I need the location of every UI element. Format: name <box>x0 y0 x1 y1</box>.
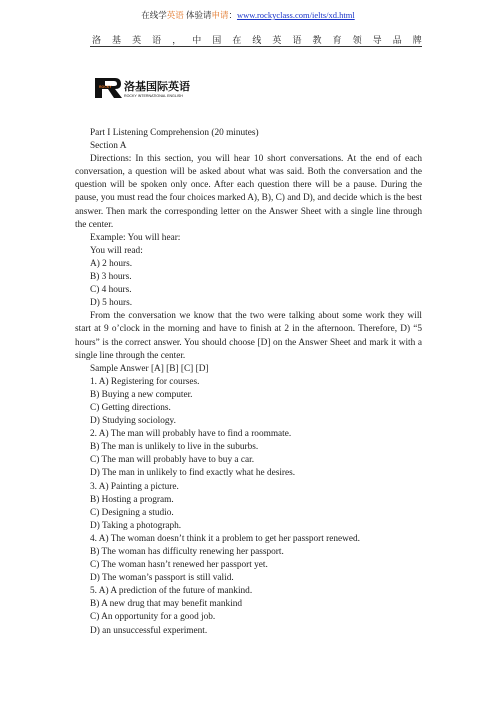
header-middle: 体验请 <box>183 10 212 20</box>
tagline-char: 语 <box>152 35 162 45</box>
question-list <box>75 376 422 638</box>
tagline-char: 英 <box>272 35 282 45</box>
brand-logo <box>95 77 190 99</box>
tagline-char: 品 <box>392 35 402 45</box>
question-option: B) The man is unlikely to live in the suburbs. <box>90 442 259 453</box>
tagline-char: 洛 <box>92 35 102 45</box>
header-colon: ： <box>228 10 237 20</box>
example-option: C) 4 hours. <box>90 285 132 296</box>
header-link[interactable]: www.rockyclass.com/ielts/xd.html <box>236 10 355 20</box>
sample-answer: Sample Answer [A] [B] [C] [D] <box>90 363 209 374</box>
question-option: 3. A) Painting a picture. <box>90 481 179 492</box>
question-option: D) Taking a photograph. <box>90 520 182 531</box>
tagline-char: 线 <box>252 35 262 45</box>
logo-text: 洛基国际英语 <box>124 80 190 93</box>
question-option: 1. A) Registering for courses. <box>90 376 200 387</box>
header-divider <box>90 46 422 47</box>
question-option: D) an unsuccessful experiment. <box>90 625 208 636</box>
question-option: C) The man will probably have to buy a car. <box>90 455 255 466</box>
question-option: B) Hosting a program. <box>90 494 174 505</box>
example-label: Example: You will hear: <box>90 232 181 243</box>
part-title: Part I Listening Comprehension (20 minutes) <box>90 128 259 138</box>
question-item <box>75 376 422 428</box>
question-option: 4. A) The woman doesn’t think it a problem to get her passport renewed. <box>90 533 360 544</box>
tagline-char: 牌 <box>412 35 422 45</box>
tagline-char: 英 <box>132 35 142 45</box>
question-option: D) Studying sociology. <box>90 416 176 427</box>
header-prefix: 在线学 <box>141 10 167 20</box>
question-option: B) A new drug that may benefit mankind <box>90 599 243 610</box>
header-highlight-apply: 申请 <box>211 10 229 20</box>
tagline-char: 中 <box>192 35 202 45</box>
tagline-char: 在 <box>232 35 242 45</box>
logo-mark-text: ROCKY <box>99 85 112 89</box>
question-option: B) The woman has difficulty renewing her passport. <box>90 547 284 557</box>
question-option: 2. A) The man will probably have to find a roommate. <box>90 429 292 440</box>
tagline-char: 语 <box>292 35 302 45</box>
header-highlight-english: 英语 <box>166 10 184 20</box>
page-header <box>0 9 496 21</box>
tagline-char: 导 <box>372 35 382 45</box>
question-option: D) The woman’s passport is still valid. <box>90 573 234 584</box>
logo-subtext: ROCKY INTERNATIONAL ENGLISH <box>124 94 183 98</box>
question-item <box>75 428 422 480</box>
example-option: B) 3 hours. <box>90 272 132 283</box>
you-will-read: You will read: <box>90 245 143 256</box>
tagline-char: 国 <box>212 35 222 45</box>
question-item <box>75 585 422 637</box>
directions: Directions: In this section, you will hear 10 short conversations. At the end of each conversation, a question will be asked about what was said. Both the conversation and the question will be spoken only once. After each question there will be a pause. During the pause, you must read the four choices marked A), B), C) and D), and decide which is the best answer. Then mark the corresponding letter on the Answer Sheet with a single line through the center. <box>75 154 422 230</box>
tagline-char: 领 <box>352 35 362 45</box>
question-option: 5. A) A prediction of the future of mankind. <box>90 586 253 597</box>
tagline-char: ， <box>172 35 182 45</box>
question-item <box>75 533 422 585</box>
explanation: From the conversation we know that the two were talking about some work they will start at 9 o’clock in the morning and have to finish at 2 in the afternoon. Therefore, D) “5 hours” is the correct answer. You should choose [D] on the Answer Sheet and mark it with a single line through the center. <box>75 311 422 361</box>
section-title: Section A <box>90 141 127 152</box>
question-option: C) An opportunity for a good job. <box>90 612 216 623</box>
example-option: D) 5 hours. <box>90 298 133 309</box>
tagline <box>92 33 422 46</box>
tagline-char: 基 <box>112 35 122 45</box>
tagline-char: 育 <box>332 35 342 45</box>
question-option: D) The man in unlikely to find exactly what he desires. <box>90 468 296 479</box>
document-body <box>75 127 422 638</box>
logo-icon <box>95 77 190 99</box>
example-option: A) 2 hours. <box>90 258 133 269</box>
tagline-char: 教 <box>312 35 322 45</box>
question-item <box>75 481 422 533</box>
example-options <box>75 258 422 310</box>
question-option: C) Getting directions. <box>90 402 171 413</box>
question-option: B) Buying a new computer. <box>90 389 193 400</box>
question-option: C) Designing a studio. <box>90 507 174 518</box>
question-option: C) The woman hasn’t renewed her passport yet. <box>90 560 268 571</box>
